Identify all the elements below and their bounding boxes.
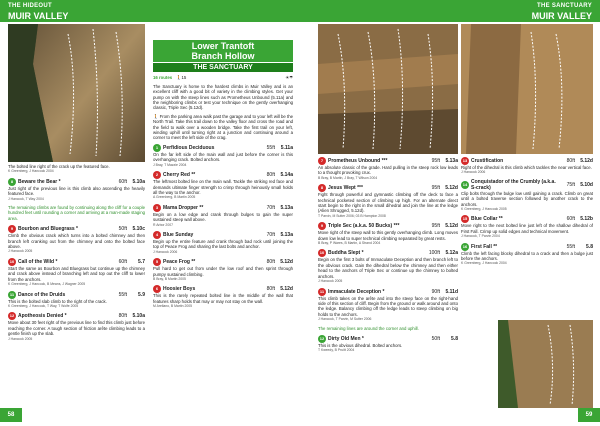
route-grade: 5.12d <box>280 259 293 266</box>
route-description: Climb the left facing blocky dihedral to a crack and then a bulge just before the anchors. <box>461 250 593 262</box>
route-description: This is the obvious dihedral. Bolted anchors. <box>318 342 403 348</box>
route-description: Move right to the next bolted line just left of the shallow dihedral of First Fall. Crimp up solid edges and technical movement. <box>461 223 593 234</box>
route-entry <box>8 258 145 288</box>
route-description: Just right of the previous line is this climb also ascending the heavily featured face. <box>8 185 145 197</box>
route-header <box>318 157 458 165</box>
right-route-list <box>318 157 458 357</box>
route-description: Begin up the entire feature and crank through bad rock until joining the top of Peace Frog and sharing the last bolts and anchor. <box>153 238 293 250</box>
route-header <box>153 144 293 152</box>
crag-photo-right <box>461 24 593 154</box>
route-length: 80ft <box>118 313 127 320</box>
route-entry <box>153 204 293 228</box>
route-length: 80ft <box>266 259 275 266</box>
route-description: Climb the obvious crack which turns into a bolted chimney and then branch left cranking out from the chimney and onto the bolted face above. <box>8 233 145 250</box>
route-name: Cherry Red ** <box>163 172 196 179</box>
first-ascent: J Hancock 2005 <box>8 336 33 341</box>
area-title <box>153 40 293 62</box>
first-ascent: J Hancock, T Way 2004 <box>8 196 44 201</box>
route-entry <box>8 225 145 255</box>
route-description: The bolted line right of the crack up the featured face. <box>8 164 110 169</box>
route-length: 60ft <box>118 258 127 265</box>
first-ascent: K Greenberg, J Hancock, B Means, J Wagner 2005 <box>8 282 86 287</box>
route-grade: 5.13a <box>280 231 293 238</box>
route-number-badge: 7 <box>318 157 326 165</box>
route-number-badge: 16 <box>462 243 468 249</box>
first-ascent: K Greenberg, J Hancock 2005 <box>461 207 507 212</box>
left-header-kicker: THE HIDEOUT <box>8 3 52 9</box>
left-route-list <box>8 164 145 345</box>
first-ascent: J Hancock, T Parvin 2004 <box>461 234 500 239</box>
route-entry <box>318 335 458 354</box>
first-ascent: K Greenberg, J Hancock 2004 <box>461 261 507 266</box>
area-title-line2: Branch Hollow <box>191 51 255 61</box>
route-length: 60ft <box>118 178 127 185</box>
route-grade: 5.12d <box>445 185 458 192</box>
route-grade: 5.8 <box>451 335 458 342</box>
route-header <box>461 243 593 251</box>
route-entry <box>318 249 458 284</box>
route-name: Prometheus Unbound *** <box>328 158 388 164</box>
route-length: 70ft <box>266 231 275 238</box>
area-meta <box>153 75 293 80</box>
route-description: This is the bolted slab climb to the right of the crack. <box>8 298 107 304</box>
route-grade: 5.13a <box>445 158 458 164</box>
route-grade: 5.10d <box>580 181 593 188</box>
route-number-badge: 11 <box>9 291 15 297</box>
route-header <box>461 179 593 191</box>
route-entry <box>461 179 593 213</box>
route-name: Dirty Old Men * <box>328 335 364 342</box>
route-grade: 5.12a <box>445 250 458 257</box>
route-length: 100ft <box>428 250 440 257</box>
sun-icon: ☀☂ <box>285 75 293 81</box>
route-number-badge: 6 <box>153 285 161 293</box>
route-entry <box>461 243 593 267</box>
route-name: Peace Frog ** <box>163 259 196 266</box>
route-number-badge: 10 <box>9 258 15 264</box>
route-number-badge: 5 <box>153 258 161 266</box>
route-description: Pull hard to get out from under the low roof and then sprint through pumpy sustained climbing. <box>153 266 293 277</box>
route-length: 75ft <box>566 181 575 188</box>
route-entry <box>8 291 145 310</box>
route-number-badge: 2 <box>153 171 161 179</box>
route-entry <box>318 288 458 323</box>
crag-photo-small <box>498 320 593 408</box>
first-ascent: M Arellano, B Martin 2005 <box>153 304 193 309</box>
route-entry <box>153 285 293 309</box>
first-ascent: B Bray, B Martin 2005 <box>153 276 186 281</box>
route-name: Beware the Bear * <box>18 178 61 185</box>
route-number-badge: 4 <box>153 231 161 239</box>
first-ascent: K Greenberg, J Hancock 2004 <box>8 169 54 174</box>
route-grade: 5.11d <box>445 288 458 295</box>
route-header <box>8 312 145 320</box>
route-header <box>153 231 293 239</box>
route-grade: 5.12b <box>580 216 593 223</box>
route-entry <box>8 312 145 342</box>
route-name: Mama Dropper ** <box>163 204 204 211</box>
route-entry <box>318 222 458 246</box>
route-entry <box>153 171 293 201</box>
route-length: 70ft <box>266 204 275 211</box>
route-grade: 5.12d <box>445 223 458 230</box>
route-name: Apotheosis Denied * <box>18 313 67 320</box>
route-name: Hoosier Boys <box>163 286 196 293</box>
route-length: 60ft <box>566 216 575 223</box>
route-description: Start the same as Bourbon and Bluegrass but continue up the chimney and crack above instead of branching left and top out the cliff to lower from the anchors. <box>8 265 145 282</box>
route-name: First Fall ** <box>471 243 498 250</box>
route-name: Bourbon and Bluegrass * <box>18 226 79 233</box>
route-grade: 5.12d <box>280 286 293 293</box>
route-number-badge: 1 <box>153 144 161 152</box>
route-entry <box>318 157 458 181</box>
route-length: 50ft <box>118 226 127 233</box>
route-length: 80ft <box>566 158 575 164</box>
far-route-list <box>461 157 593 270</box>
route-number-badge: 15 <box>462 216 468 222</box>
area-intro: The Sanctuary is home to the hardest climbs in Muir Valley and is an excellent cliff with a good bit of variety in the climbing styles. Get your pump on with the steep lines such as Prometheus Unbound (5.11a) and the neighboring climbs or test your technique on the gently overhanging classic, Triple Sec (5.12d). <box>153 83 293 111</box>
route-length: 80ft <box>266 286 275 293</box>
first-ascent: J Hancock, T Parvin, M Sutter 2006 <box>318 317 372 322</box>
route-header <box>318 184 458 192</box>
area-approach <box>153 114 293 141</box>
first-ascent: A Greenberg, B Martin 2005 <box>153 195 196 200</box>
route-grade: 5.13a <box>280 204 293 211</box>
route-length: 95ft <box>431 158 440 164</box>
route-description: Begin on a low edge and crank through bulges to gain the super sustained steep wall above. <box>153 211 293 223</box>
left-header-title: MUIR VALLEY <box>8 11 69 21</box>
route-description: Begin on the first 3 bolts of Immaculate Deception and then branch left to the obvious crack. Gain the dihedral below the chimney and then either head to the anchors of Triple Sec or continue up the chimney to bolted anchors. <box>318 257 458 279</box>
first-ascent: T Kweedy, B Pruitt 2004 <box>318 348 355 353</box>
first-ascent: K Greenberg, J Hancock, T Way, T Wolfe 2005 <box>8 303 79 308</box>
crag-photo-left <box>8 24 145 162</box>
first-ascent: J Bray, T Mazzie 2004 <box>153 162 187 167</box>
left-page-header <box>0 0 300 22</box>
route-length: 55ft <box>566 243 575 250</box>
route-name: Jesus Wept *** <box>328 185 363 192</box>
first-ascent: B Bray, B Martin, J Bray, T Wilson 2004 <box>318 175 378 180</box>
route-name: Perfidious Deciduous <box>163 144 215 151</box>
route-length: 80ft <box>266 172 275 179</box>
route-number-badge: 3 <box>153 204 161 212</box>
route-header <box>461 157 593 165</box>
route-number-badge: 9 <box>8 225 16 233</box>
route-header <box>318 335 458 343</box>
route-header <box>318 222 458 230</box>
route-entry <box>461 157 593 176</box>
route-number-badge: 8 <box>318 184 326 192</box>
route-name: Buddha Slept * <box>328 250 364 257</box>
approach-time: 15 <box>181 75 187 81</box>
routes-count: 16 routes <box>153 75 173 81</box>
route-grade: 5.10c <box>132 226 145 233</box>
route-entry <box>461 215 593 239</box>
left-note: The remaining climbs are found by continuing along the cliff for a couple hundred feet until rounding a corner and arriving at a man-made staging area. <box>8 205 145 221</box>
area-intro-column <box>153 40 293 313</box>
route-grade: 5.10a <box>132 313 145 320</box>
first-ascent: J Hancock 2006 <box>153 249 178 254</box>
route-entry <box>8 178 145 202</box>
route-description: Move about 30 feet right of the previous line to find this climb just before reaching the corner. A tough section of friction arête climbing leads to a gentle finish up the slab. <box>8 320 145 337</box>
route-grade: 5.7 <box>138 258 145 265</box>
route-name: Blue Sunday <box>163 231 194 238</box>
route-grade: 5.11a <box>280 144 293 151</box>
route-description: Move right of the steep wall to this gently overhanging climb. Long moves down low lead to super technical climbing separated by great rests. <box>318 230 458 241</box>
route-length: 55ft <box>118 291 127 298</box>
route-name: Blue Collar ** <box>471 216 503 223</box>
route-name: Immaculate Deception * <box>328 288 385 295</box>
right-header-title: MUIR VALLEY <box>531 11 592 21</box>
first-ascent: J Hancock 2006 <box>461 170 486 175</box>
first-ascent: J Hancock 2005 <box>8 249 33 254</box>
route-length: 90ft <box>431 288 440 295</box>
route-grade: 5.8 <box>586 243 593 250</box>
walk-icon: 🚶 <box>153 113 159 119</box>
page-number-right: 59 <box>578 408 600 422</box>
route-entry <box>153 144 293 168</box>
route-header <box>8 258 145 266</box>
route-grade: 5.14a <box>280 172 293 179</box>
area-subtitle: THE SANCTUARY <box>153 63 293 72</box>
route-length: 55ft <box>266 144 275 151</box>
route-header <box>153 204 293 212</box>
route-number-badge: 11 <box>319 288 325 294</box>
route-grade: 5.10a <box>132 178 145 185</box>
right-page-header <box>300 0 600 22</box>
route-header <box>153 258 293 266</box>
approach-text: From the parking area walk past the garage and to your left will be the North Trail. Take this trail down to the valley floor and cross the road and the field to walk over a wooden bridge. Take the first trail on your left, winding uphill until turning right at a junction and continuing around a corner to meet the left side of the crag. <box>153 113 293 141</box>
route-name: Crustification <box>471 158 504 164</box>
route-grade: 5.9 <box>138 291 145 298</box>
route-number-badge: 10 <box>319 250 325 256</box>
route-header <box>318 288 458 296</box>
route-header <box>318 249 458 257</box>
first-ascent: T Parvin, M Sutter 2006; 03 B Hampton 2008 <box>318 213 386 218</box>
route-description: An absolute classic of the grade. Hard pulling in the steep rock low leads to a thought provoking crux. <box>318 165 458 176</box>
crag-photo-center <box>318 24 458 154</box>
route-number-badge: 13 <box>462 158 468 163</box>
route-name: Call of the Wild * <box>18 258 58 265</box>
route-number-badge: 8 <box>8 178 16 186</box>
route-number-badge: 12 <box>319 335 325 341</box>
route-header <box>8 291 145 299</box>
route-description: Clip bolts through the bulge low until gaining a crack. Climb on great until a bolted traverse section followed by another crack to the anchors. <box>461 190 593 207</box>
route-name: Conquistador of the Crumbly (a.k.a. S-crack) <box>471 178 556 191</box>
route-name: Dance of the Druids <box>18 291 66 298</box>
route-grade: 5.12d <box>580 158 593 164</box>
route-length: 95ft <box>431 185 440 192</box>
route-entry <box>8 164 145 175</box>
area-title-line1: Lower Trantoft <box>191 41 255 51</box>
route-entry <box>153 231 293 255</box>
route-number-badge: 12 <box>9 313 15 319</box>
first-ascent: J Hancock 2005 <box>318 279 343 284</box>
route-number-badge: 9 <box>318 222 326 230</box>
route-description: On the far left side of the main wall and just before the corner is this overhanging crack. Bolted anchors. <box>153 151 293 163</box>
route-header <box>461 215 593 223</box>
route-number-badge: 14 <box>462 181 468 187</box>
walk-icon: 🚶 <box>176 75 182 81</box>
first-ascent: R Arbor 2007 <box>153 222 173 227</box>
route-header <box>153 285 293 293</box>
route-header <box>8 225 145 233</box>
route-description: Fight through powerful and gymnastic climbing off the deck to face a technical pocketed section of climbing up high. For an alternate direct start begin to the right in the small dihedral and join the line at the ledge (Alien Shrugged, 5.12d). <box>318 192 458 214</box>
route-length: 95ft <box>431 223 440 230</box>
page-number-left: 58 <box>0 408 22 422</box>
route-description: This is the rarely repeated bolted line in the middle of the wall that features sharp holds that may or may not stay on the wall. <box>153 293 293 304</box>
right-header-kicker: THE SANCTUARY <box>536 3 592 9</box>
route-length: 50ft <box>431 335 440 342</box>
right-note: The remaining lines are around the corner and uphill. <box>318 325 419 331</box>
route-entry <box>153 258 293 282</box>
route-name: Triple Sec (a.k.a. 50 Bucks) *** <box>328 223 400 230</box>
route-description: Right of the dihedral is this climb which tackles the near vertical face. <box>461 165 592 170</box>
route-header <box>8 178 145 186</box>
route-description: This climb takes on the arête and into the steep face on the right-hand side of this section of cliff. Begin from the ground or walk around and onto the ledge. Balancy climbing off the ledge leads to steep climbing on big holds to the anchors. <box>318 295 458 317</box>
route-description: The leftmost bolted line on the main wall. Tackle the striking red face and demands ultimate finger strength to crimp through heinously small holds all the way to the anchor. <box>153 179 293 195</box>
mid-route-list <box>153 144 293 310</box>
first-ascent: B Bray, P Wares, B Martin, A Strand 2004 <box>318 241 381 246</box>
route-header <box>153 171 293 179</box>
route-entry <box>318 184 458 219</box>
